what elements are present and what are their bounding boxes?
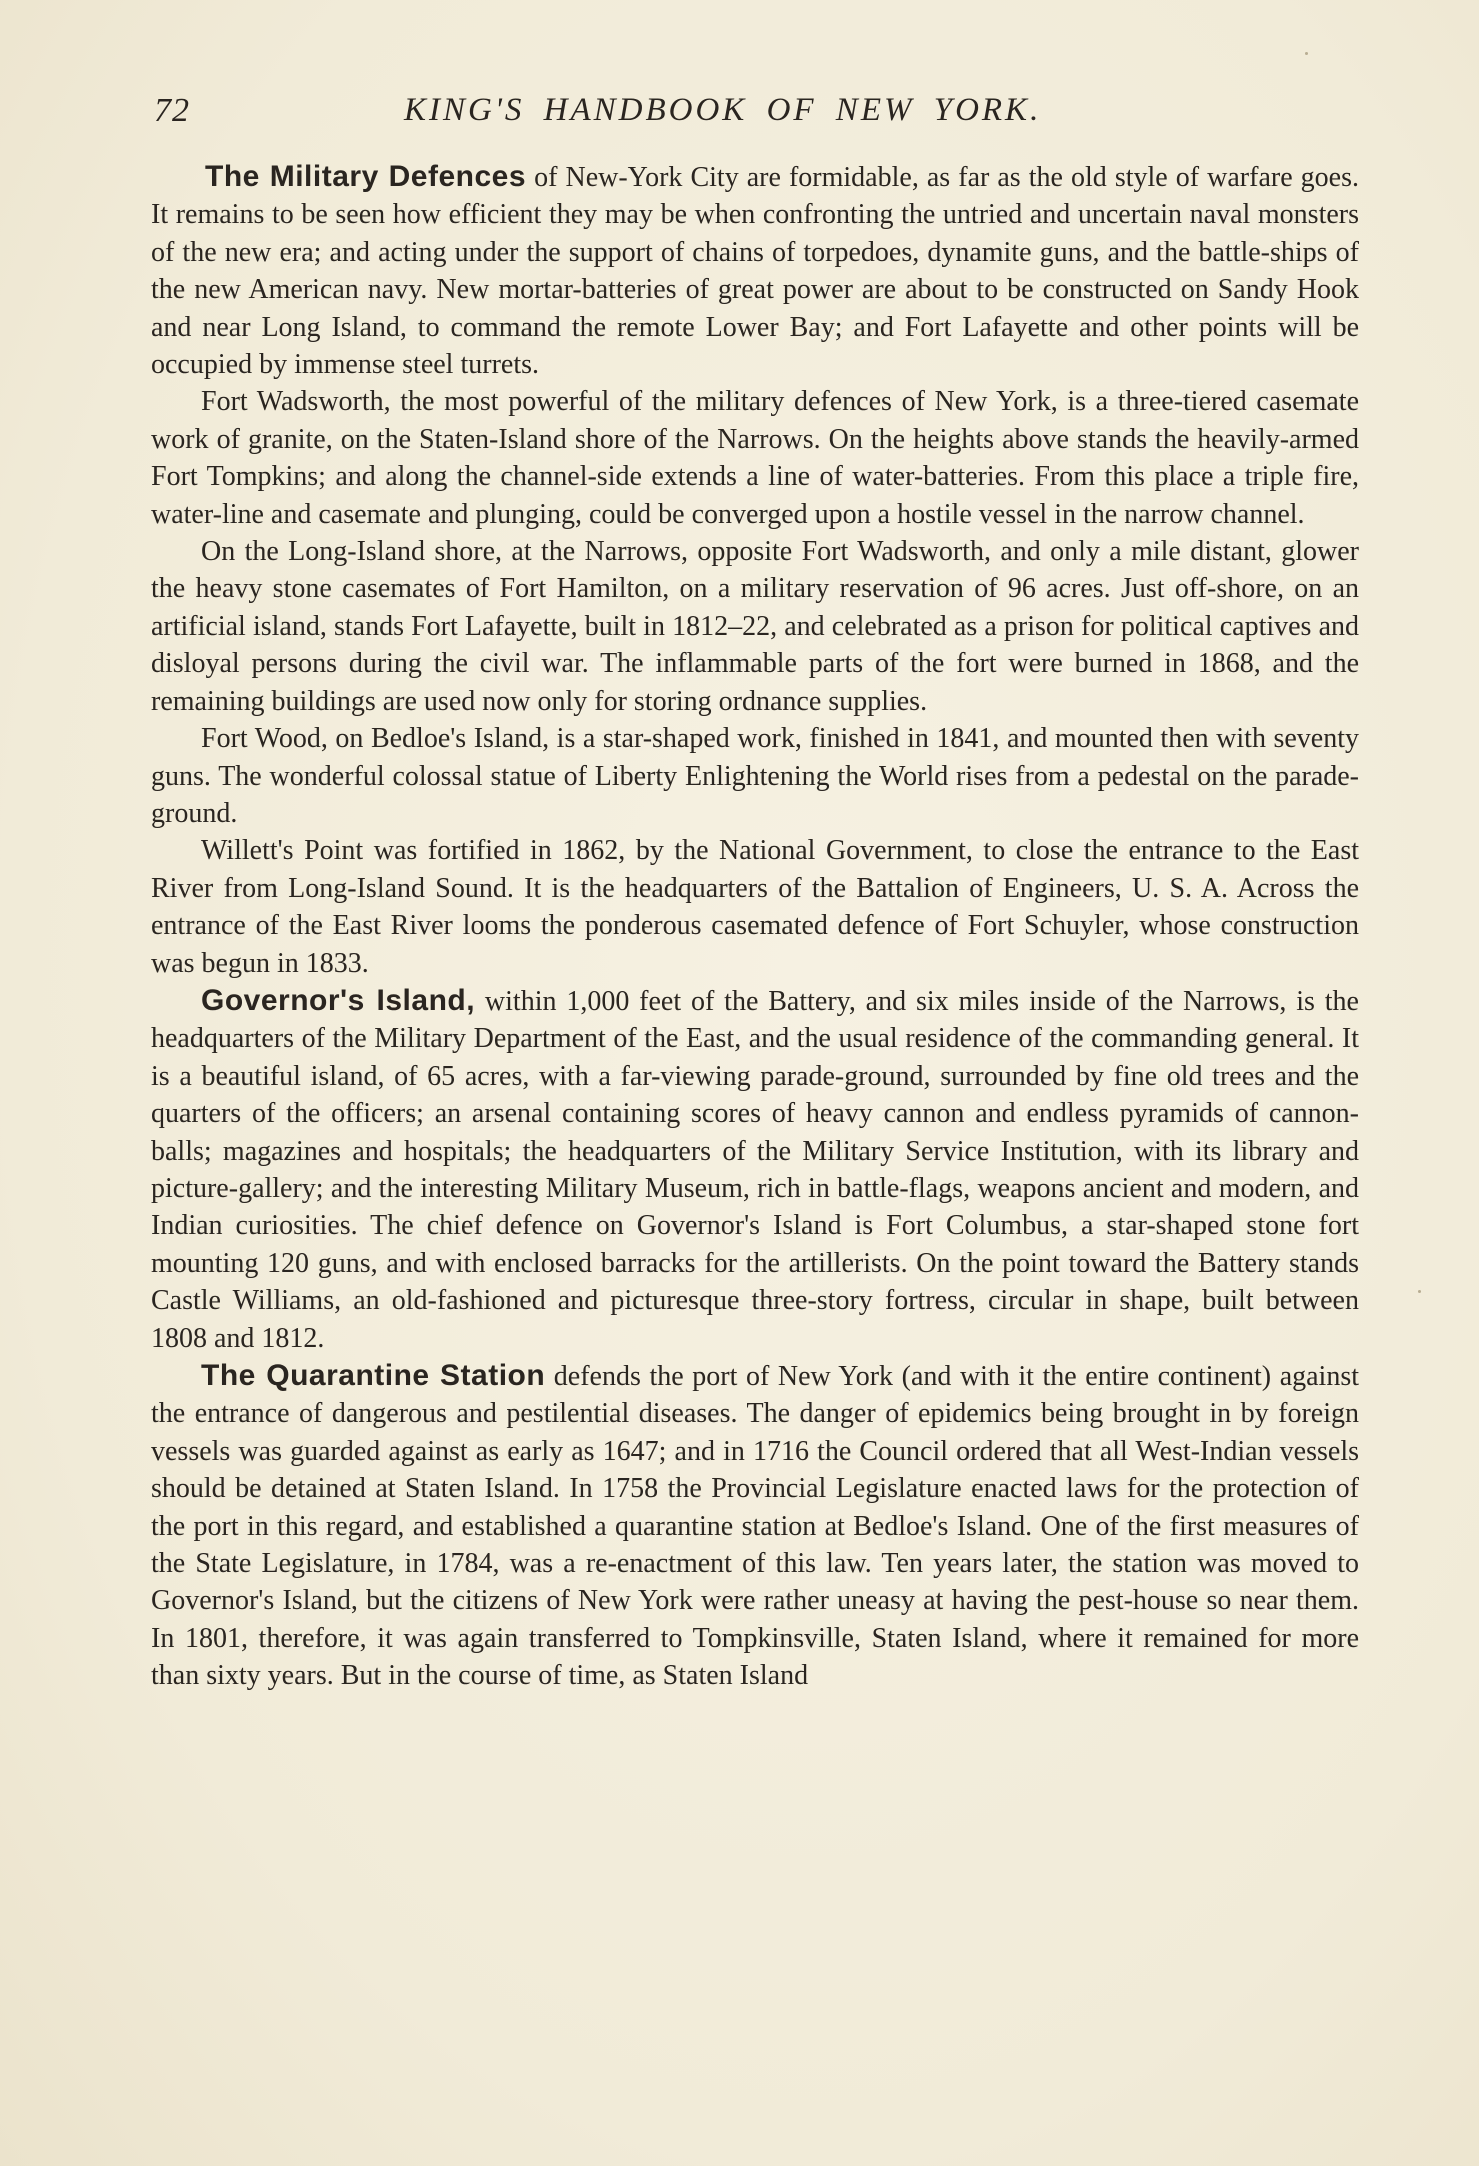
paragraph-fort-hamilton <box>151 533 1359 720</box>
section-lead-quarantine-station: The Quarantine Station <box>201 1359 546 1392</box>
paragraph-quarantine-station <box>151 1357 1359 1695</box>
section-lead-military-defences: The Military Defences <box>205 160 527 193</box>
paragraph-text: of New-York City are formidable, as far as the old style of warfare goes. It remains to be seen how efficient they may be when confronting the untried and uncertain naval monsters of the new era; and acting under the support of chains of torpedoes, dynamite guns, and the battle-ships of the new American navy. New mortar-batteries of great power are about to be constructed on Sandy Hook and near Long Island, to command the remote Lower Bay; and Fort Lafayette and other points will be occupied by immense steel turrets. <box>151 162 1360 381</box>
running-title: KING'S HANDBOOK OF NEW YORK. <box>404 92 1042 128</box>
paragraph-text: defends the port of New York (and with it the entire continent) against the entrance of dangerous and pestilential diseases. The danger of epidemics being brought in by foreign vessels was guarded against as early as 1647; and in 1716 the Council ordered that all West-Indian vessels should be detained at Staten Island. In 1758 the Provincial Legislature enacted laws for the protection of the port in this regard, and established a quarantine station at Bedloe's Island. One of the first measures of the State Legislature, in 1784, was a re-enactment of this law. Ten years later, the station was moved to Governor's Island, but the citizens of New York were rather uneasy at having the pest-house so near them. In 1801, therefore, it was again transferred to Tompkinsville, Staten Island, where it remained for more than sixty years. But in the course of time, as Staten Island <box>151 1361 1360 1692</box>
paper-speck <box>1418 1290 1421 1293</box>
section-lead-governors-island: Governor's Island, <box>201 983 476 1017</box>
paragraph-text: Fort Wadsworth, the most powerful of the military defences of New York, is a three-tiered casemate work of granite, on the Staten-Island shore of the Narrows. On the heights above stands the heavily-armed Fort Tompkins; and along the channel-side extends a line of water-batteries. From this place a triple fire, water-line and casemate and plunging, could be converged upon a hostile vessel in the narrow channel. <box>151 386 1359 530</box>
page-number: 72 <box>154 92 190 129</box>
paper-speck <box>1305 52 1308 55</box>
paragraph-text: Fort Wood, on Bedloe's Island, is a star-shaped work, finished in 1841, and mounted then with seventy guns. The wonderful colossal statue of Liberty Enlightening the World rises from a pedestal on the parade-ground. <box>151 723 1359 829</box>
body-text <box>151 158 1359 1695</box>
paragraph-willetts-point <box>151 832 1359 982</box>
paragraph-military-defences <box>151 158 1359 383</box>
paragraph-fort-wood <box>151 720 1359 832</box>
paragraph-text: within 1,000 feet of the Battery, and six miles inside of the Narrows, is the headquarters of the Military Department of the East, and the usual residence of the commanding general. It is a beautiful island, of 65 acres, with a far-viewing parade-ground, surrounded by fine old trees and the quarters of the officers; an arsenal containing scores of heavy cannon and endless pyramids of cannon-balls; magazines and hospitals; the headquarters of the Military Service Institution, with its library and picture-gallery; and the interesting Military Museum, rich in battle-flags, weapons ancient and modern, and Indian curiosities. The chief defence on Governor's Island is Fort Columbus, a star-shaped stone fort mounting 120 guns, and with enclosed barracks for the artillerists. On the point toward the Battery stands Castle Williams, an old-fashioned and picturesque three-story fortress, circular in shape, built between 1808 and 1812. <box>151 985 1359 1354</box>
paragraph-governors-island <box>151 982 1359 1357</box>
page-header <box>154 92 1364 138</box>
paragraph-fort-wadsworth <box>151 383 1359 533</box>
paragraph-text: Willett's Point was fortified in 1862, by the National Government, to close the entrance to the East River from Long-Island Sound. It is the headquarters of the Battalion of Engineers, U. S. A. Across the entrance of the East River looms the ponderous casemated defence of Fort Schuyler, whose construction was begun in 1833. <box>151 835 1359 979</box>
paragraph-text: On the Long-Island shore, at the Narrows, opposite Fort Wadsworth, and only a mile distant, glower the heavy stone casemates of Fort Hamilton, on a military reservation of 96 acres. Just off-shore, on an artificial island, stands Fort Lafayette, built in 1812–22, and celebrated as a prison for political captives and disloyal persons during the civil war. The inflammable parts of the fort were burned in 1868, and the remaining buildings are used now only for storing ordnance supplies. <box>151 536 1359 717</box>
